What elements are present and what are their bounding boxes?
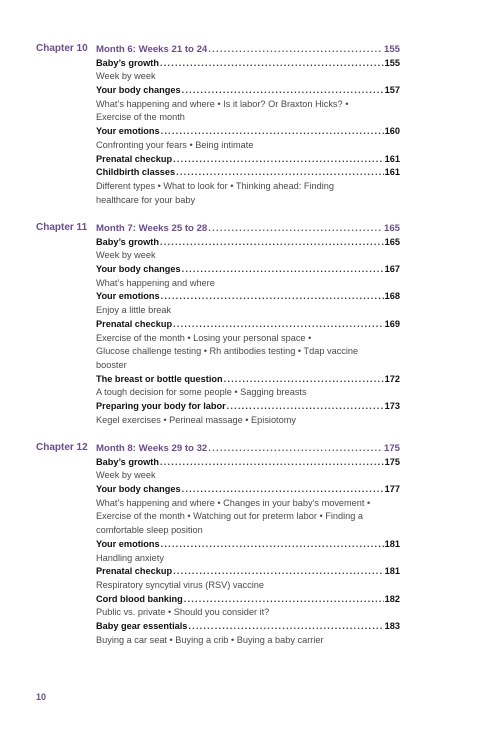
entry-description: A tough decision for some people • Sagging breasts bbox=[96, 387, 307, 398]
page-number: 10 bbox=[36, 692, 47, 702]
entry-description: Glucose challenge testing • Rh antibodies testing • Tdap vaccine bbox=[96, 346, 359, 357]
page-ref: 155 bbox=[384, 57, 400, 68]
dot-leader bbox=[161, 125, 384, 139]
dot-leader bbox=[188, 620, 383, 634]
toc-entry[interactable] bbox=[96, 456, 400, 470]
page-ref: 161 bbox=[384, 167, 400, 178]
entry-title: Your body changes bbox=[96, 484, 181, 495]
entry-title: The breast or bottle question bbox=[96, 373, 223, 384]
entry-description: healthcare for your baby bbox=[96, 194, 196, 205]
entry-description: Confronting your fears • Being intimate bbox=[96, 139, 254, 150]
chapter-title-row[interactable] bbox=[96, 43, 400, 57]
entry-description: What’s happening and where • Is it labor? Or Braxton Hicks? • bbox=[96, 98, 349, 109]
dot-leader bbox=[182, 483, 384, 497]
page-ref: 181 bbox=[384, 566, 400, 577]
chapter-title: Month 8: Weeks 29 to 32 bbox=[96, 443, 208, 454]
page-ref: 157 bbox=[384, 85, 400, 96]
dot-leader bbox=[208, 222, 383, 236]
page-ref: 160 bbox=[384, 126, 400, 137]
entry-description: Week by week bbox=[96, 250, 156, 261]
toc-entry[interactable] bbox=[96, 593, 400, 607]
dot-leader bbox=[161, 290, 384, 304]
chapter-label: Chapter 11 bbox=[36, 222, 88, 233]
entry-title: Prenatal checkup bbox=[96, 153, 173, 164]
toc-entry[interactable] bbox=[96, 236, 400, 250]
page-ref: 175 bbox=[383, 443, 400, 454]
dot-leader bbox=[182, 84, 384, 98]
entry-title: Prenatal checkup bbox=[96, 318, 173, 329]
dot-leader bbox=[160, 57, 384, 71]
entry-description: Enjoy a little break bbox=[96, 305, 172, 316]
page-ref: 182 bbox=[384, 593, 400, 604]
entry-title: Cord blood banking bbox=[96, 593, 183, 604]
chapter-entries bbox=[96, 43, 400, 207]
toc-entry[interactable] bbox=[96, 57, 400, 71]
entry-description: What’s happening and where • Changes in your baby’s movement • bbox=[96, 497, 371, 508]
entry-title: Baby’s growth bbox=[96, 57, 159, 68]
page-ref: 173 bbox=[384, 401, 400, 412]
chapter-title-row[interactable] bbox=[96, 442, 400, 456]
chapter-label: Chapter 10 bbox=[36, 43, 88, 54]
page-ref: 165 bbox=[384, 236, 400, 247]
page-ref: 181 bbox=[384, 538, 400, 549]
dot-leader bbox=[160, 456, 384, 470]
entry-title: Your emotions bbox=[96, 126, 160, 137]
chapter-title-row[interactable] bbox=[96, 222, 400, 236]
toc-entry[interactable] bbox=[96, 400, 400, 414]
dot-leader bbox=[160, 236, 384, 250]
toc-entry[interactable] bbox=[96, 373, 400, 387]
toc-entry[interactable] bbox=[96, 483, 400, 497]
entry-description: Week by week bbox=[96, 71, 156, 82]
entry-title: Your emotions bbox=[96, 538, 160, 549]
toc-entry[interactable] bbox=[96, 620, 400, 634]
page-ref: 175 bbox=[384, 456, 400, 467]
entry-description: Handling anxiety bbox=[96, 552, 164, 563]
chapter-entries bbox=[96, 442, 400, 647]
entry-description: Different types • What to look for • Thinking ahead: Finding bbox=[96, 180, 334, 191]
page-ref: 161 bbox=[384, 153, 400, 164]
page-ref: 183 bbox=[384, 621, 400, 632]
entry-description: comfortable sleep position bbox=[96, 525, 203, 536]
dot-leader bbox=[208, 43, 383, 57]
toc-entry[interactable] bbox=[96, 166, 400, 180]
dot-leader bbox=[161, 538, 384, 552]
dot-leader bbox=[176, 166, 384, 180]
toc-entry[interactable] bbox=[96, 84, 400, 98]
toc-entry[interactable] bbox=[96, 565, 400, 579]
entry-description: Kegel exercises • Perineal massage • Episiotomy bbox=[96, 414, 296, 425]
chapter-entries bbox=[96, 222, 400, 427]
page-ref: 168 bbox=[384, 291, 400, 302]
toc-entry[interactable] bbox=[96, 153, 400, 167]
entry-description: What’s happening and where bbox=[96, 277, 215, 288]
toc-entry[interactable] bbox=[96, 263, 400, 277]
dot-leader bbox=[182, 263, 384, 277]
page-ref: 172 bbox=[384, 373, 400, 384]
toc-entry[interactable] bbox=[96, 290, 400, 304]
entry-description: Respiratory syncytial virus (RSV) vaccine bbox=[96, 579, 264, 590]
entry-description: Buying a car seat • Buying a crib • Buying a baby carrier bbox=[96, 634, 324, 645]
toc-entry[interactable] bbox=[96, 125, 400, 139]
dot-leader bbox=[184, 593, 384, 607]
page-ref: 169 bbox=[384, 318, 400, 329]
entry-description: Public vs. private • Should you consider it? bbox=[96, 607, 270, 618]
dot-leader bbox=[173, 565, 384, 579]
entry-description: Exercise of the month • Losing your personal space • bbox=[96, 332, 312, 343]
page-ref: 165 bbox=[383, 223, 400, 234]
entry-description: Exercise of the month • Watching out for preterm labor • Finding a bbox=[96, 511, 364, 522]
entry-title: Preparing your body for labor bbox=[96, 401, 226, 412]
dot-leader bbox=[224, 373, 384, 387]
chapter-label: Chapter 12 bbox=[36, 442, 88, 453]
page-ref: 155 bbox=[383, 44, 400, 55]
entry-title: Baby gear essentials bbox=[96, 621, 188, 632]
entry-title: Baby’s growth bbox=[96, 456, 159, 467]
entry-title: Your body changes bbox=[96, 264, 181, 275]
page-ref: 177 bbox=[384, 484, 400, 495]
entry-title: Baby’s growth bbox=[96, 236, 159, 247]
entry-title: Prenatal checkup bbox=[96, 566, 173, 577]
dot-leader bbox=[173, 153, 384, 167]
dot-leader bbox=[227, 400, 384, 414]
toc-entry[interactable] bbox=[96, 318, 400, 332]
chapter-title: Month 7: Weeks 25 to 28 bbox=[96, 223, 208, 234]
page-ref: 167 bbox=[384, 264, 400, 275]
chapter-title: Month 6: Weeks 21 to 24 bbox=[96, 44, 208, 55]
entry-title: Your emotions bbox=[96, 291, 160, 302]
entry-description: booster bbox=[96, 359, 127, 370]
entry-description: Exercise of the month bbox=[96, 112, 185, 123]
dot-leader bbox=[173, 318, 384, 332]
entry-title: Your body changes bbox=[96, 85, 181, 96]
entry-title: Childbirth classes bbox=[96, 167, 176, 178]
dot-leader bbox=[208, 442, 383, 456]
entry-description: Week by week bbox=[96, 470, 156, 481]
toc-entry[interactable] bbox=[96, 538, 400, 552]
